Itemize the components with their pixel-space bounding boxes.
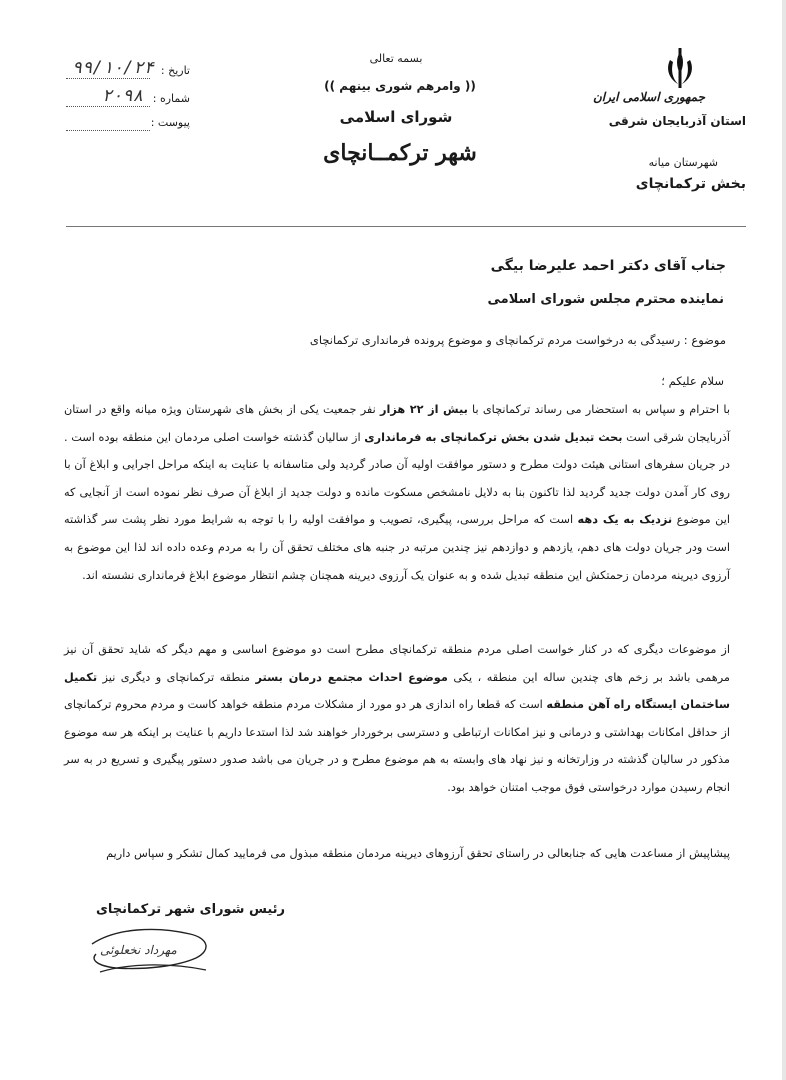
number-field bbox=[62, 86, 190, 112]
p1-text-c: نفر جمعیت یکی از بخش های شهرستان ویژه میانه واقع در استان آذربایجان شرقی است bbox=[64, 403, 730, 444]
page-edge bbox=[782, 0, 786, 1080]
paragraph-3: پیشاپیش از مساعدت هایی که جنابعالی در راستای تحقق آرزوهای دیرینه مردمان منطقه مبذول می فرمایید کمال تشکر و سپاس داریم bbox=[106, 847, 730, 860]
quran-verse: (( وامرهم شوری بینهم )) bbox=[324, 79, 476, 93]
p2-text-a: از موضوعات دیگری که در کنار خواست اصلی مردم منطقه ترکمانچای مطرح است دو موضوع اساسی و مهم دیگر که شاید تحقق آن نیز مرهمی باشد بر زخم های چندین ساله این منطقه ، یکی bbox=[64, 643, 730, 684]
p1-text-e: از سالیان گذشته خواست اصلی مردمان این منطقه بوده است . در جریان سفرهای استانی هیئت دولت مطرح و دستور موافقت اولیه آن صادر گردید ولی متاسفانه با عنایت به اینکه مراحل اجرایی و ابلاغ آن با روی کار آمدن دولت جدید گردید لذا تاکنون بنا به دلایل نامشخص مسکوت مانده و دولت جدید از ابلاغ آن صرف نظر نموده است از آنجایی که این موضوع bbox=[64, 430, 730, 527]
county-name: شهرستان میانه bbox=[648, 156, 718, 169]
date-label: تاریخ : bbox=[160, 64, 190, 77]
attachment-line bbox=[66, 130, 150, 131]
council-name: شورای اسلامی bbox=[339, 108, 453, 126]
date-line bbox=[66, 78, 150, 79]
p2-text-c: منطقه ترکمانچای و دیگری نیز bbox=[97, 670, 256, 684]
letter-subject: موضوع : رسیدگی به درخواست مردم ترکمانچای و موضوع پرونده فرمانداری ترکمانچای bbox=[309, 333, 726, 347]
p2-bold-railway: تکمیل ساختمان ایستگاه راه آهن منطقه bbox=[64, 670, 730, 712]
government-name: جمهوری اسلامی ایران bbox=[592, 90, 706, 104]
basmala: بسمه تعالی bbox=[369, 52, 423, 65]
signature-name: مهرداد نخعلوئی bbox=[100, 943, 177, 957]
attachment-label: پیوست : bbox=[150, 116, 190, 129]
p2-text-e: است که قطعا راه اندازی هر دو مورد از مشکلات مردم منطقه خواهد کاست و مردم محروم ترکمانچای از حداقل امکانات بهداشتی و درمانی و نیز امکانات ارتباطی و دسترسی برخوردار خواهند شد لذا استدعا داریم با عنایت بر اینکه هر سه موضوع مذکور در سالیان گذشته در وزارتخانه و نیز نهاد های وابسته به هم موضوع مطرح و در جریان می باشد صدور دستور پیگیری و تسریع در به سر انجام رسیدن موارد درخواستی فوق موجب امتنان خواهد بود. bbox=[64, 698, 730, 794]
district-name: بخش ترکمانچای bbox=[635, 176, 746, 192]
p2-bold-medical-center: موضوع احداث مجتمع درمان بستر bbox=[255, 670, 448, 684]
header-divider bbox=[66, 226, 746, 227]
number-label: شماره : bbox=[152, 92, 190, 105]
date-field bbox=[62, 58, 190, 84]
signature-title: رئیس شورای شهر ترکمانچای bbox=[96, 902, 286, 917]
greeting: سلام علیکم ؛ bbox=[661, 374, 724, 388]
paragraph-1 bbox=[64, 396, 730, 589]
p1-bold-governorship: بحث تبدیل شدن بخش ترکمانچای به فرمانداری bbox=[364, 430, 623, 444]
date-value: ۹۹/۱۰/۲۴ bbox=[72, 58, 154, 78]
p1-text-g: است که مراحل بررسی، پیگیری، تصویب و موافقت اولیه را با توجه به شرایط مورد نظر پشت سر گذاشته است ودر جریان دولت های دهم، یازدهم و دوازدهم نیز چندین مرتبه در جنبه های مختلف تحقق آن را به مردم وعده داده اند لذا این موضوع به آرزوی دیرینه مردمان زحمتکش این منطقه تبدیل شده و به عنوان یک آرزوی دیرینه همچنان چشم انتظار موضوع ابلاغ فرمانداری نشسته اند. bbox=[64, 513, 730, 582]
number-line bbox=[66, 106, 150, 107]
number-value: ۲۰۹۸ bbox=[102, 86, 143, 106]
city-name: شهر ترکمــانچای bbox=[323, 140, 477, 166]
attachment-field bbox=[62, 116, 190, 136]
p1-bold-population: بیش از ۲۲ هزار bbox=[379, 403, 468, 416]
paragraph-2 bbox=[64, 636, 730, 802]
p1-bold-decade: نزدیک به یک دهه bbox=[577, 513, 673, 527]
addressee-title: نماینده محترم مجلس شورای اسلامی bbox=[487, 292, 724, 307]
addressee-name: جناب آقای دکتر احمد علیرضا بیگی bbox=[490, 258, 726, 274]
province-name: استان آذربایجان شرقی bbox=[608, 114, 746, 128]
iran-emblem-icon bbox=[662, 48, 698, 90]
p1-text-a: با احترام و سپاس به استحضار می رساند ترکمانچای با bbox=[467, 403, 730, 416]
